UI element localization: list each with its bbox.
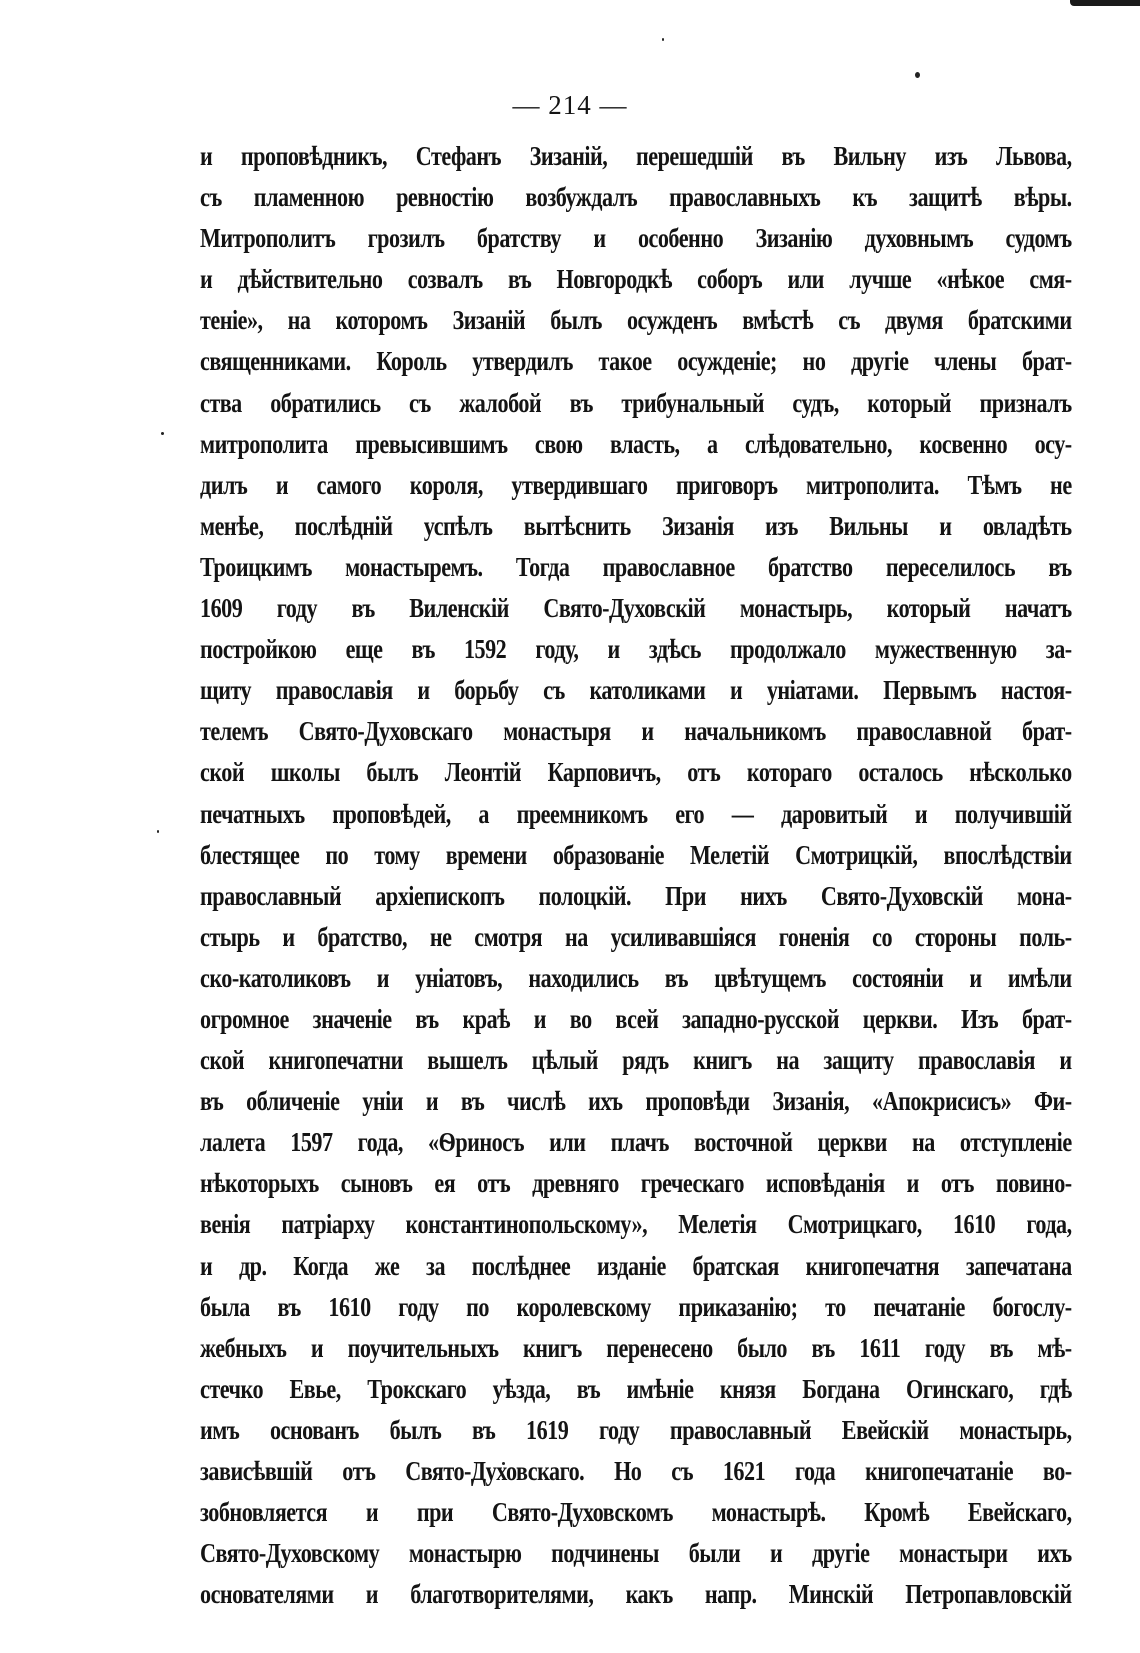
page-number: — 214 — xyxy=(512,90,628,120)
scan-speck xyxy=(915,72,920,78)
text-line: стечко Евье, Трокскаго уѣзда, въ имѣніе князя Богдана Огинскаго, гдѣ xyxy=(200,1373,1072,1404)
scan-speck xyxy=(161,432,164,435)
text-line: была въ 1610 году по королевскому приказанію; то печатаніе богослу- xyxy=(200,1291,1072,1322)
text-line: жебныхъ и поучительныхъ книгъ перенесено было въ 1611 году въ мѣ- xyxy=(200,1332,1072,1363)
text-line: лалета 1597 года, «Ѳриносъ или плачъ восточной церкви на отступленіе xyxy=(200,1127,1072,1158)
text-line: телемъ Свято-Духовскаго монастыря и начальникомъ православной брат- xyxy=(200,716,1072,747)
text-line: ской школы былъ Леонтій Карповичъ, отъ котораго осталось нѣсколько xyxy=(200,757,1072,788)
text-line: теніе», на которомъ Зизаній былъ осужденъ вмѣстѣ съ двумя братскими xyxy=(200,305,1072,336)
text-line: дилъ и самого короля, утвердившаго приговоръ митрополита. Тѣмъ не xyxy=(200,469,1072,500)
text-line: ско-католиковъ и уніатовъ, находились въ цвѣтущемъ состояніи и имѣли xyxy=(200,962,1072,993)
scan-edge-mark xyxy=(1070,0,1140,6)
text-line: венія патріарху константинопольскому», Мелетія Смотрицкаго, 1610 года, xyxy=(200,1209,1072,1240)
text-line: священниками. Король утвердилъ такое осужденіе; но другіе члены брат- xyxy=(200,346,1072,377)
scan-speck xyxy=(662,38,664,41)
text-line: Свято-Духовскому монастырю подчинены были и другіе монастыри ихъ xyxy=(200,1538,1072,1569)
body-text xyxy=(200,136,1072,1615)
text-line: блестящее по тому времени образованіе Мелетій Смотрицкій, впослѣдствіи xyxy=(200,839,1072,870)
text-line: постройкою еще въ 1592 году, и здѣсь продолжало мужественную за- xyxy=(200,634,1072,665)
text-line: 1609 году въ Виленскій Свято-Духовскій монастырь, который начатъ xyxy=(200,593,1072,624)
text-line: митрополита превысившимъ свою власть, а слѣдовательно, косвенно осу- xyxy=(200,428,1072,459)
text-line: зобновляется и при Свято-Духовскомъ монастырѣ. Кромѣ Евейскаго, xyxy=(200,1497,1072,1528)
text-line: Митрополитъ грозилъ братству и особенно Зизанію духовнымъ судомъ xyxy=(200,223,1072,254)
scan-speck xyxy=(157,830,159,833)
text-line: щиту православія и борьбу съ католиками и уніатами. Первымъ настоя- xyxy=(200,675,1072,706)
text-line: нѣкоторыхъ сыновъ ея отъ древняго греческаго исповѣданія и отъ повино- xyxy=(200,1168,1072,1199)
text-line: имъ основанъ былъ въ 1619 году православный Евейскій монастырь, xyxy=(200,1414,1072,1445)
text-line: и проповѣдникъ, Стефанъ Зизаній, перешедшій въ Вильну изъ Львова, xyxy=(200,141,1072,171)
text-line: съ пламенною ревностію возбуждалъ православныхъ къ защитѣ вѣры. xyxy=(200,182,1072,213)
text-line: ской книгопечатни вышелъ цѣлый рядъ книгъ на защиту православія и xyxy=(200,1045,1072,1076)
text-line: печатныхъ проповѣдей, а преемникомъ его — даровитый и получившій xyxy=(200,798,1072,829)
text-line: ства обратились съ жалобой въ трибунальный судъ, который призналъ xyxy=(200,387,1072,418)
text-line: огромное значеніе въ краѣ и во всей западно-русской церкви. Изъ брат- xyxy=(200,1003,1072,1034)
text-line: основателями и благотворителями, какъ напр. Минскій Петропавловскій xyxy=(200,1579,1072,1610)
text-line: зависѣвшій отъ Свято-Духовскаго. Но съ 1621 года книгопечатаніе во- xyxy=(200,1456,1072,1486)
text-line: стырь и братство, не смотря на усиливавшіяся гоненія со стороны поль- xyxy=(200,921,1072,952)
text-line: менѣе, послѣдній успѣлъ вытѣснить Зизанія изъ Вильны и овладѣть xyxy=(200,510,1072,541)
text-line: Троицкимъ монастыремъ. Тогда православное братство переселилось въ xyxy=(200,551,1072,582)
text-line: и др. Когда же за послѣднее изданіе братская книгопечатня запечатана xyxy=(200,1250,1072,1281)
text-line: въ обличеніе уніи и въ числѣ ихъ проповѣди Зизанія, «Апокрисисъ» Фи- xyxy=(200,1086,1072,1117)
text-line: и дѣйствительно созвалъ въ Новгородкѣ соборъ или лучше «нѣкое смя- xyxy=(200,264,1072,295)
text-line: православный архіепископъ полоцкій. При нихъ Свято-Духовскій мона- xyxy=(200,880,1072,911)
